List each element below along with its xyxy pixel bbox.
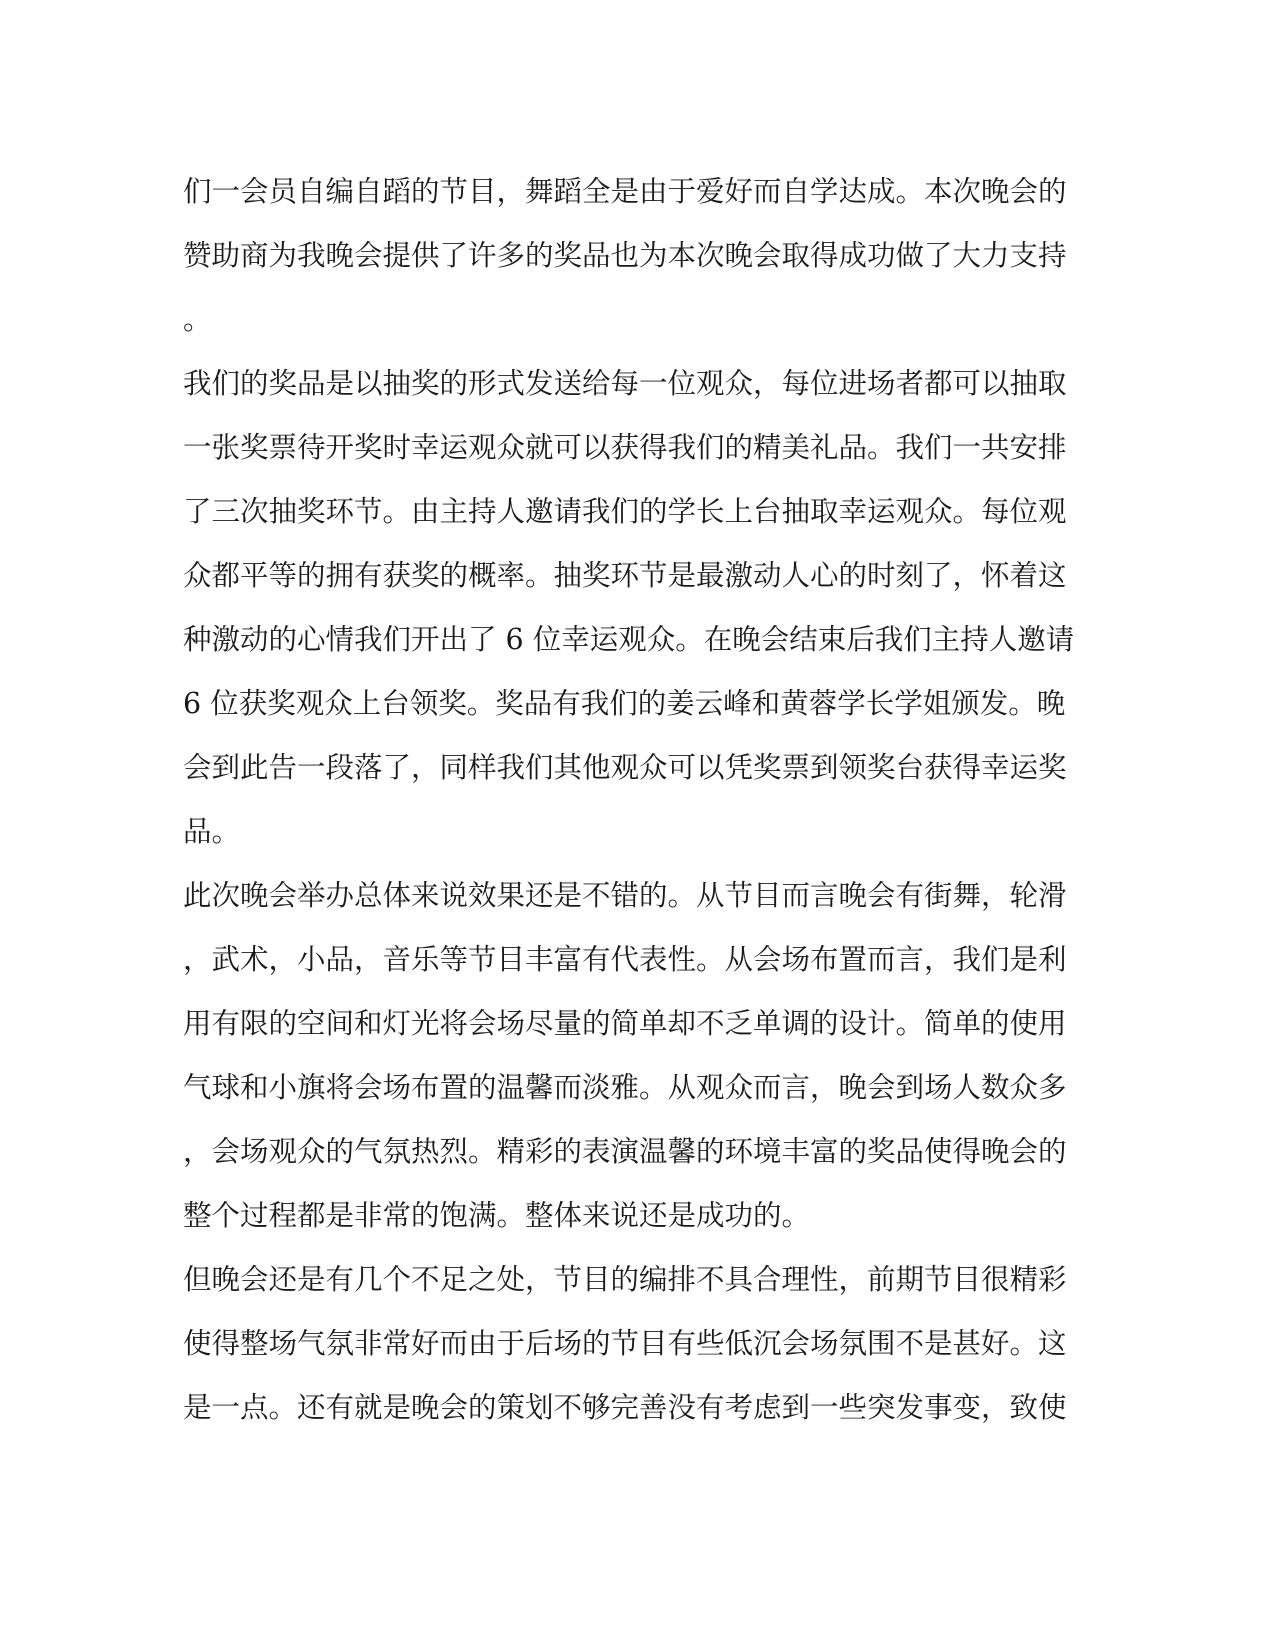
text-line: 会到此告一段落了，同样我们其他观众可以凭奖票到领奖台获得幸运奖 bbox=[183, 751, 1067, 784]
text-line: 们一会员自编自蹈的节目，舞蹈全是由于爱好而自学达成。本次晚会的 bbox=[183, 175, 1067, 208]
document-body bbox=[183, 160, 1093, 1440]
text-line: 种激动的心情我们开出了 6 位幸运观众。在晚会结束后我们主持人邀请 bbox=[183, 623, 1075, 656]
text-line: 气球和小旗将会场布置的温馨而淡雅。从观众而言，晚会到场人数众多 bbox=[183, 1071, 1067, 1104]
text-line: 6 位获奖观众上台领奖。奖品有我们的姜云峰和黄蓉学长学姐颁发。晚 bbox=[183, 687, 1066, 720]
text-line: 了三次抽奖环节。由主持人邀请我们的学长上台抽取幸运观众。每位观 bbox=[183, 495, 1067, 528]
text-line: 一张奖票待开奖时幸运观众就可以获得我们的精美礼品。我们一共安排 bbox=[183, 431, 1067, 464]
text-line: 赞助商为我晚会提供了许多的奖品也为本次晚会取得成功做了大力支持 bbox=[183, 239, 1067, 272]
text-line: 众都平等的拥有获奖的概率。抽奖环节是最激动人心的时刻了，怀着这 bbox=[183, 559, 1067, 592]
text-line: 此次晚会举办总体来说效果还是不错的。从节目而言晚会有街舞，轮滑 bbox=[183, 879, 1067, 912]
text-line: 品。 bbox=[183, 815, 241, 848]
text-line: ，会场观众的气氛热烈。精彩的表演温馨的环境丰富的奖品使得晚会的 bbox=[183, 1135, 1067, 1168]
text-line: 。 bbox=[183, 303, 212, 336]
text-line: 我们的奖品是以抽奖的形式发送给每一位观众，每位进场者都可以抽取 bbox=[183, 367, 1067, 400]
text-line: 整个过程都是非常的饱满。整体来说还是成功的。 bbox=[183, 1199, 811, 1232]
text-line: 使得整场气氛非常好而由于后场的节目有些低沉会场氛围不是甚好。这 bbox=[183, 1327, 1067, 1360]
text-line: 是一点。还有就是晚会的策划不够完善没有考虑到一些突发事变，致使 bbox=[183, 1391, 1067, 1424]
text-line: 用有限的空间和灯光将会场尽量的简单却不乏单调的设计。简单的使用 bbox=[183, 1007, 1067, 1040]
text-line: ，武术，小品，音乐等节目丰富有代表性。从会场布置而言，我们是利 bbox=[183, 943, 1067, 976]
text-line: 但晚会还是有几个不足之处，节目的编排不具合理性，前期节目很精彩 bbox=[183, 1263, 1067, 1296]
